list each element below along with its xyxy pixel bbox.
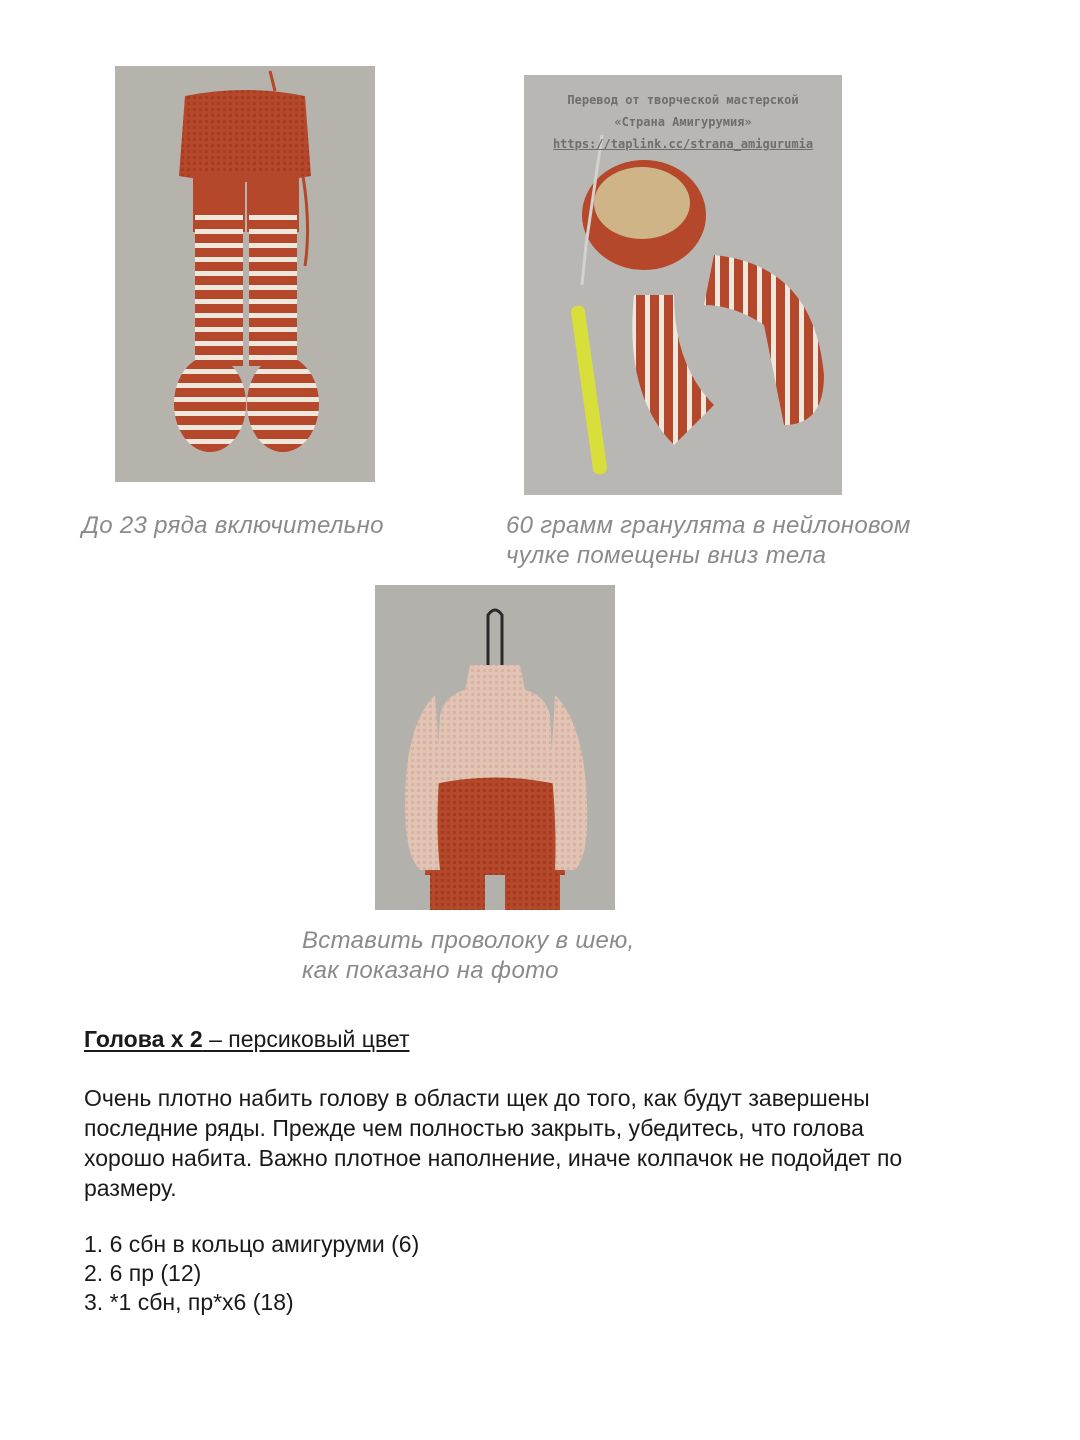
pattern-steps — [84, 1230, 419, 1317]
watermark-line-2: «Страна Амигурумия» — [614, 115, 752, 129]
body-wire-photo — [375, 585, 615, 910]
stuffed-caption-line-2: чулке помещены вниз тела — [506, 542, 827, 569]
stuffed-caption — [506, 511, 911, 571]
paragraph-line-4: размеру. — [84, 1175, 177, 1201]
legs-illustration — [115, 66, 375, 482]
body-caption-line-2: как показано на фото — [302, 957, 559, 984]
body-caption-line-1: Вставить проволоку в шею, — [302, 927, 635, 954]
watermark — [524, 89, 842, 155]
body-wire-illustration — [375, 585, 615, 910]
step-item: 3. *1 сбн, пр*х6 (18) — [84, 1289, 294, 1315]
instructions-paragraph — [84, 1083, 1014, 1203]
body-caption — [302, 926, 635, 986]
section-title-bold: Голова х 2 — [84, 1026, 203, 1052]
legs-caption-line-1: До 23 ряда включительно — [82, 512, 384, 539]
watermark-line-1: Перевод от творческой мастерской — [567, 93, 799, 107]
paragraph-line-3: хорошо набита. Важно плотное наполнение, иначе колпачок не подойдет по — [84, 1145, 903, 1171]
paragraph-line-2: последние ряды. Прежде чем полностью закрыть, убедитесь, что голова — [84, 1115, 864, 1141]
section-title-rest: – персиковый цвет — [202, 1026, 410, 1052]
stuffed-caption-line-1: 60 грамм гранулята в нейлоновом — [506, 512, 911, 539]
section-title — [84, 1026, 409, 1053]
step-item: 1. 6 сбн в кольцо амигуруми (6) — [84, 1231, 420, 1257]
legs-photo — [115, 66, 375, 482]
stuffed-body-photo — [524, 75, 842, 495]
legs-caption — [82, 511, 384, 541]
paragraph-line-1: Очень плотно набить голову в области щек до того, как будут завершены — [84, 1085, 870, 1111]
watermark-line-3: https://taplink.cc/strana_amigurumia — [552, 137, 814, 151]
step-item: 2. 6 пр (12) — [84, 1260, 202, 1286]
